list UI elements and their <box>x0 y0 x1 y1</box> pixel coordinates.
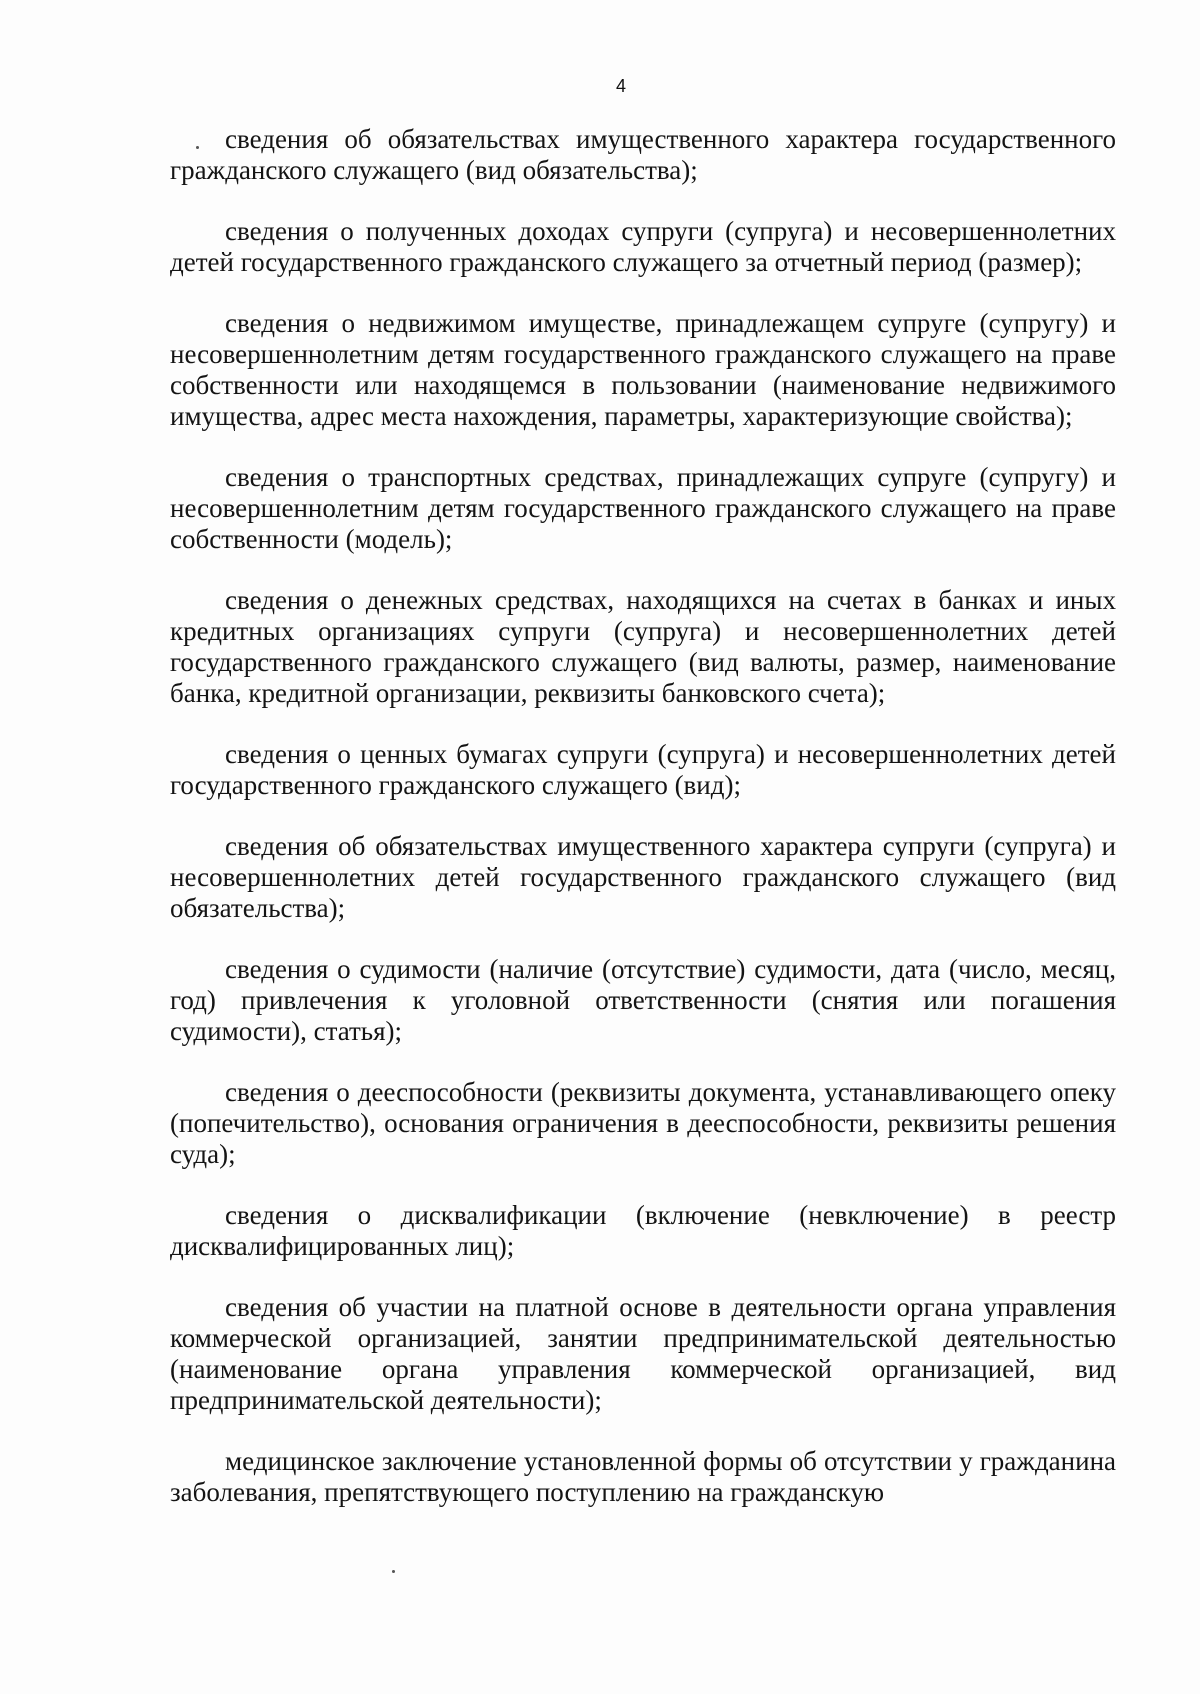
scan-speck <box>392 1570 395 1573</box>
paragraph-medical-certificate: медицинское заключение установленной формы об отсутствии у гражданина заболевания, препятствующего поступлению на гражданскую <box>170 1446 1116 1507</box>
paragraph-family-securities: сведения о ценных бумагах супруги (супруга) и несовершеннолетних детей государственного гражданского служащего (вид); <box>170 739 1116 800</box>
paragraph-family-real-estate: сведения о недвижимом имуществе, принадлежащем супруге (супругу) и несовершеннолетним детям государственного гражданского служащего на праве собственности или находящемся в пользовании (наименование недвижимого имущества, адрес места нахождения, параметры, характеризующие свойства); <box>170 308 1116 431</box>
paragraph-family-income: сведения о полученных доходах супруги (супруга) и несовершеннолетних детей государственного гражданского служащего за отчетный период (размер); <box>170 216 1116 277</box>
paragraph-commercial-participation: сведения об участии на платной основе в деятельности органа управления коммерческой организацией, занятии предпринимательской деятельностью (наименование органа управления коммерческой организацией, вид предпринимательской деятельности); <box>170 1292 1116 1415</box>
paragraph-criminal-record: сведения о судимости (наличие (отсутствие) судимости, дата (число, месяц, год) привлечения к уголовной ответственности (снятия или погашения судимости), статья); <box>170 954 1116 1046</box>
scan-speck <box>196 146 199 149</box>
paragraph-family-vehicles: сведения о транспортных средствах, принадлежащих супруге (супругу) и несовершеннолетним детям государственного гражданского служащего на праве собственности (модель); <box>170 462 1116 554</box>
page-number: 4 <box>615 76 626 96</box>
document-body <box>170 124 1116 1508</box>
paragraph-spouse-obligations-employee: сведения об обязательствах имущественного характера государственного гражданского служащего (вид обязательства); <box>170 124 1116 185</box>
paragraph-family-obligations: сведения об обязательствах имущественного характера супруги (супруга) и несовершеннолетних детей государственного гражданского служащего (вид обязательства); <box>170 831 1116 923</box>
paragraph-legal-capacity: сведения о дееспособности (реквизиты документа, устанавливающего опеку (попечительство), основания ограничения в дееспособности, реквизиты решения суда); <box>170 1077 1116 1169</box>
paragraph-family-bank-accounts: сведения о денежных средствах, находящихся на счетах в банках и иных кредитных организациях супруги (супруга) и несовершеннолетних детей государственного гражданского служащего (вид валюты, размер, наименование банка, кредитной организации, реквизиты банковского счета); <box>170 585 1116 708</box>
paragraph-disqualification: сведения о дисквалификации (включение (невключение) в реестр дисквалифицированных лиц); <box>170 1200 1116 1261</box>
